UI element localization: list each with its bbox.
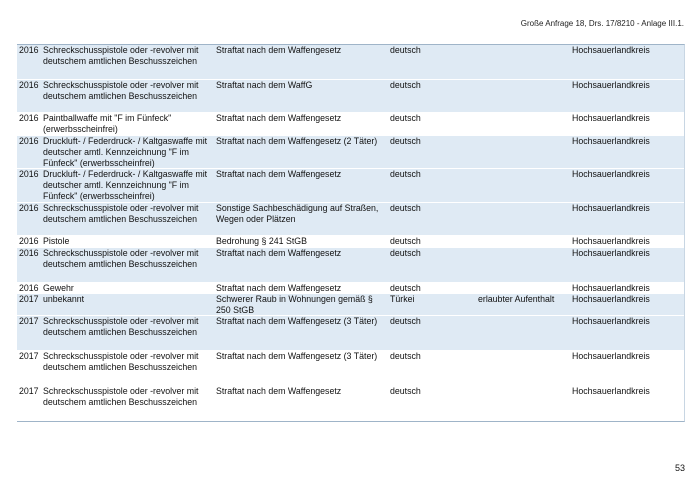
offense-cell: Straftat nach dem Waffengesetz xyxy=(216,45,342,55)
offense-cell: Straftat nach dem Waffengesetz xyxy=(216,113,342,123)
offense-cell: Bedrohung § 241 StGB xyxy=(216,236,307,246)
page-number: 53 xyxy=(674,463,685,473)
year-cell: 2016 xyxy=(19,169,39,179)
offense-cell: Straftat nach dem Waffengesetz xyxy=(216,283,342,293)
year-cell: 2016 xyxy=(19,203,39,213)
year-cell: 2016 xyxy=(19,80,39,90)
table-row xyxy=(17,113,684,136)
weapon-cell: Druckluft- / Federdruck- / Kaltgaswaffe mit deutscher amtl. Kennzeichnung "F im Fünfeck" (erwerbsscheinfrei) xyxy=(43,169,208,201)
year-cell: 2017 xyxy=(19,351,39,361)
district-cell: Hochsauerlandkreis xyxy=(572,113,650,123)
offense-cell: Sonstige Sachbeschädigung auf Straßen, Wegen oder Plätzen xyxy=(216,203,379,224)
table-row xyxy=(17,386,684,421)
table-row xyxy=(17,80,684,113)
year-cell: 2016 xyxy=(19,236,39,246)
table-row xyxy=(17,236,684,248)
weapon-cell: Schreckschusspistole oder -revolver mit deutschem amtlichen Beschusszeichen xyxy=(43,80,199,101)
year-cell: 2017 xyxy=(19,294,39,304)
year-cell: 2016 xyxy=(19,113,39,123)
offense-cell: Schwerer Raub in Wohnungen gemäß § 250 StGB xyxy=(216,294,373,315)
table-row xyxy=(17,136,684,169)
district-cell: Hochsauerlandkreis xyxy=(572,136,650,146)
nationality-cell: deutsch xyxy=(390,113,421,123)
weapon-cell: Schreckschusspistole oder -revolver mit deutschem amtlichen Beschusszeichen xyxy=(43,351,199,372)
year-cell: 2017 xyxy=(19,316,39,326)
table-row xyxy=(17,248,684,283)
weapon-cell: Schreckschusspistole oder -revolver mit deutschem amtlichen Beschusszeichen xyxy=(43,316,199,337)
data-table xyxy=(17,44,685,422)
offense-cell: Straftat nach dem Waffengesetz (2 Täter) xyxy=(216,136,378,146)
year-cell: 2016 xyxy=(19,45,39,55)
year-cell: 2016 xyxy=(19,136,39,146)
district-cell: Hochsauerlandkreis xyxy=(572,45,650,55)
district-cell: Hochsauerlandkreis xyxy=(572,386,650,396)
nationality-cell: deutsch xyxy=(390,351,421,361)
nationality-cell: deutsch xyxy=(390,316,421,326)
year-cell: 2017 xyxy=(19,386,39,396)
district-cell: Hochsauerlandkreis xyxy=(572,283,650,293)
district-cell: Hochsauerlandkreis xyxy=(572,236,650,246)
weapon-cell: Schreckschusspistole oder -revolver mit deutschem amtlichen Beschusszeichen xyxy=(43,386,199,407)
nationality-cell: deutsch xyxy=(390,248,421,258)
offense-cell: Straftat nach dem Waffengesetz xyxy=(216,386,342,396)
nationality-cell: deutsch xyxy=(390,169,421,179)
nationality-cell: deutsch xyxy=(390,283,421,293)
weapon-cell: Druckluft- / Federdruck- / Kaltgaswaffe mit deutscher amtl. Kennzeichnung "F im Fünfeck" (erwerbsscheinfrei) xyxy=(43,136,208,168)
year-cell: 2016 xyxy=(19,283,39,293)
table-row xyxy=(17,294,684,316)
table-row xyxy=(17,169,684,203)
nationality-cell: deutsch xyxy=(390,80,421,90)
offense-cell: Straftat nach dem WaffG xyxy=(216,80,313,90)
nationality-cell: Türkei xyxy=(390,294,415,304)
district-cell: Hochsauerlandkreis xyxy=(572,169,650,179)
weapon-cell: Paintballwaffe mit "F im Fünfeck" (erwerbsscheinfrei) xyxy=(43,113,172,134)
nationality-cell: deutsch xyxy=(390,386,421,396)
nationality-cell: deutsch xyxy=(390,236,421,246)
table-row xyxy=(17,351,684,386)
table-row xyxy=(17,316,684,351)
weapon-cell: Schreckschusspistole oder -revolver mit deutschem amtlichen Beschusszeichen xyxy=(43,45,199,66)
nationality-cell: deutsch xyxy=(390,45,421,55)
offense-cell: Straftat nach dem Waffengesetz xyxy=(216,248,342,258)
table-row xyxy=(17,203,684,236)
year-cell: 2016 xyxy=(19,248,39,258)
offense-cell: Straftat nach dem Waffengesetz (3 Täter) xyxy=(216,316,378,326)
nationality-cell: deutsch xyxy=(390,136,421,146)
residence-status-cell: erlaubter Aufenthalt xyxy=(478,294,555,304)
offense-cell: Straftat nach dem Waffengesetz (3 Täter) xyxy=(216,351,378,361)
table-row xyxy=(17,283,684,294)
district-cell: Hochsauerlandkreis xyxy=(572,294,650,304)
district-cell: Hochsauerlandkreis xyxy=(572,351,650,361)
weapon-cell: Schreckschusspistole oder -revolver mit deutschem amtlichen Beschusszeichen xyxy=(43,203,199,224)
district-cell: Hochsauerlandkreis xyxy=(572,316,650,326)
district-cell: Hochsauerlandkreis xyxy=(572,203,650,213)
weapon-cell: unbekannt xyxy=(43,294,85,304)
weapon-cell: Gewehr xyxy=(43,283,74,293)
page-header: Große Anfrage 18, Drs. 17/8210 - Anlage III.1. xyxy=(520,19,684,28)
offense-cell: Straftat nach dem Waffengesetz xyxy=(216,169,342,179)
district-cell: Hochsauerlandkreis xyxy=(572,248,650,258)
nationality-cell: deutsch xyxy=(390,203,421,213)
table-row xyxy=(17,45,684,80)
weapon-cell: Pistole xyxy=(43,236,70,246)
weapon-cell: Schreckschusspistole oder -revolver mit deutschem amtlichen Beschusszeichen xyxy=(43,248,199,269)
district-cell: Hochsauerlandkreis xyxy=(572,80,650,90)
